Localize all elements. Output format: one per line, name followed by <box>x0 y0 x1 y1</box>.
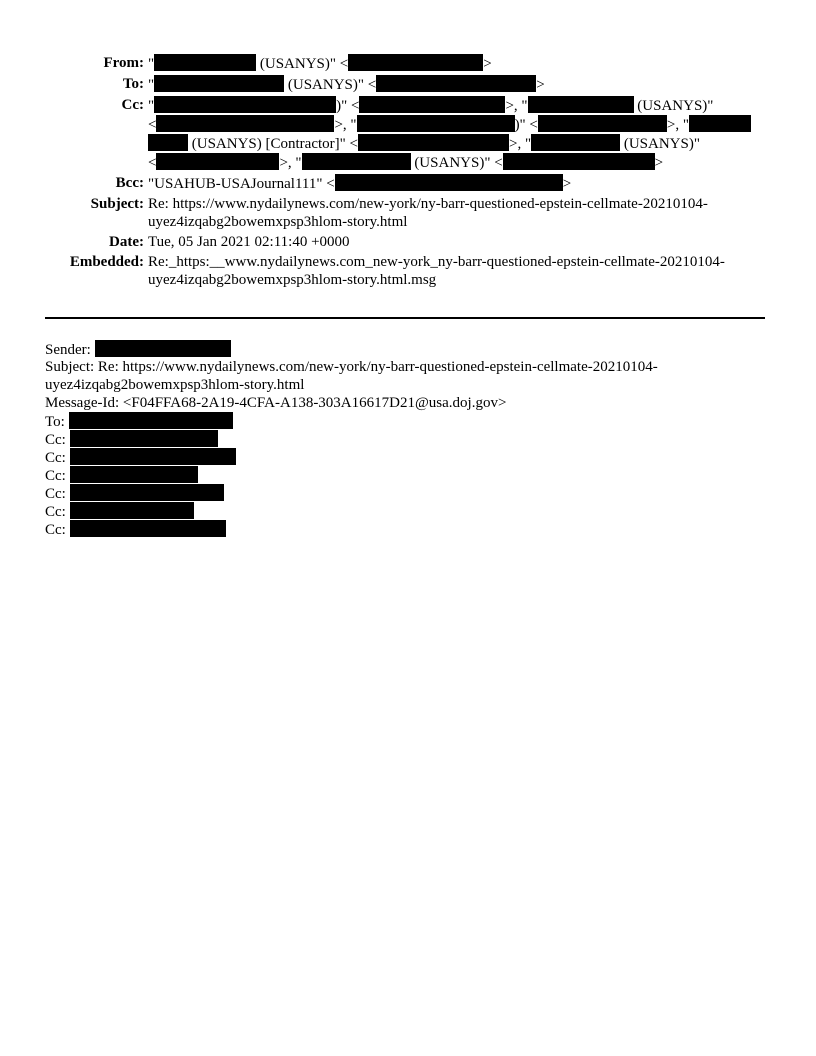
cc-line <box>148 153 753 172</box>
redaction <box>148 134 188 151</box>
date-value: Tue, 05 Jan 2021 02:11:40 +0000 <box>148 234 350 250</box>
redaction <box>70 502 194 519</box>
redaction <box>335 174 563 191</box>
cc-label: Cc: <box>121 97 144 113</box>
redaction <box>302 153 411 170</box>
quote-text: " <box>148 77 155 93</box>
cc-text: >, " <box>508 136 532 152</box>
redaction <box>156 115 334 132</box>
cc-text: > <box>654 155 664 171</box>
cc-line <box>45 484 765 502</box>
cc-text: >, " <box>334 117 357 133</box>
cc-text: >, " <box>505 98 528 114</box>
redaction <box>70 466 198 483</box>
email-header <box>0 54 816 291</box>
to-value <box>148 75 753 94</box>
sender-label: Sender: <box>45 342 95 358</box>
cc-line <box>45 502 765 520</box>
cc-text: (USANYS)" <box>633 98 714 114</box>
bcc-row <box>0 174 816 193</box>
subject-label: Subject: <box>90 196 144 212</box>
to-label: To: <box>45 414 69 430</box>
cc-line <box>45 430 765 448</box>
cc-text: < <box>148 155 157 171</box>
redaction <box>154 75 284 92</box>
redaction <box>70 520 226 537</box>
redaction <box>359 96 505 113</box>
redaction <box>503 153 655 170</box>
cc-text: (USANYS)" < <box>410 155 503 171</box>
cc-label: Cc: <box>45 432 70 448</box>
redaction <box>70 430 218 447</box>
from-label: From: <box>103 55 144 71</box>
cc-text: (USANYS) [Contractor]" < <box>188 136 358 152</box>
redaction <box>156 153 279 170</box>
redaction <box>376 75 536 92</box>
embedded-label: Embedded: <box>69 254 144 270</box>
bcc-label: Bcc: <box>115 175 144 191</box>
bcc-text: "USAHUB-USAJournal111" < <box>148 176 335 192</box>
from-row <box>0 54 816 73</box>
cc-text: (USANYS)" <box>620 136 700 152</box>
redaction <box>538 115 667 132</box>
cc-line <box>45 466 765 484</box>
redaction <box>70 448 236 465</box>
cc-text: >, " <box>666 117 689 133</box>
cc-text: " <box>148 98 155 114</box>
quote-text: " <box>148 56 155 72</box>
divider <box>45 317 765 319</box>
subject-line: Subject: Re: https://www.nydailynews.com/new-york/ny-barr-questioned-epstein-cellmate-20210104- <box>45 359 658 375</box>
redaction <box>70 484 224 501</box>
cc-line <box>148 96 753 115</box>
close-text: > <box>483 56 492 72</box>
subject-line-continued: uyez4izqabg2bowemxpsp3hlom-story.html <box>45 377 305 393</box>
cc-text: )" < <box>336 98 360 114</box>
cc-text: )" < <box>514 117 538 133</box>
cc-label: Cc: <box>45 522 70 538</box>
cc-line <box>148 115 753 134</box>
close-text: > <box>536 77 545 93</box>
redaction <box>528 96 634 113</box>
cc-text: < <box>148 117 157 133</box>
to-label: To: <box>122 76 144 92</box>
to-suffix: (USANYS)" < <box>284 77 377 93</box>
cc-label: Cc: <box>45 468 70 484</box>
bcc-value <box>148 174 753 193</box>
cc-text: >, " <box>279 155 302 171</box>
close-text: > <box>562 176 572 192</box>
message-body <box>45 340 765 538</box>
redaction <box>357 115 515 132</box>
cc-value <box>148 96 753 172</box>
redaction <box>348 54 483 71</box>
cc-line <box>45 448 765 466</box>
subject-row <box>0 195 816 231</box>
embedded-value: Re:_https:__www.nydailynews.com_new-york_ny-barr-questioned-epstein-cellmate-20210104-uyez4izqabg2bowemxpsp3hlom-story.html.msg <box>148 254 725 288</box>
to-row <box>0 75 816 94</box>
cc-line <box>148 134 753 153</box>
redaction <box>531 134 620 151</box>
redaction <box>69 412 233 429</box>
redaction <box>95 340 231 357</box>
cc-label: Cc: <box>45 450 70 466</box>
date-label: Date: <box>109 234 144 250</box>
redaction <box>358 134 509 151</box>
cc-label: Cc: <box>45 504 70 520</box>
cc-row <box>0 96 816 172</box>
redaction <box>154 96 336 113</box>
subject-value: Re: https://www.nydailynews.com/new-york/ny-barr-questioned-epstein-cellmate-20210104-uyez4izqabg2bowemxpsp3hlom-story.html <box>148 196 708 230</box>
embedded-row <box>0 253 816 289</box>
sender-line <box>45 340 765 358</box>
redaction <box>154 54 256 71</box>
from-suffix: (USANYS)" < <box>256 56 349 72</box>
message-id-line: Message-Id: <F04FFA68-2A19-4CFA-A138-303A16617D21@usa.doj.gov> <box>45 395 507 411</box>
from-value <box>148 54 753 73</box>
cc-label: Cc: <box>45 486 70 502</box>
to-line <box>45 412 765 430</box>
cc-line <box>45 520 765 538</box>
redaction <box>689 115 751 132</box>
date-row <box>0 233 816 251</box>
